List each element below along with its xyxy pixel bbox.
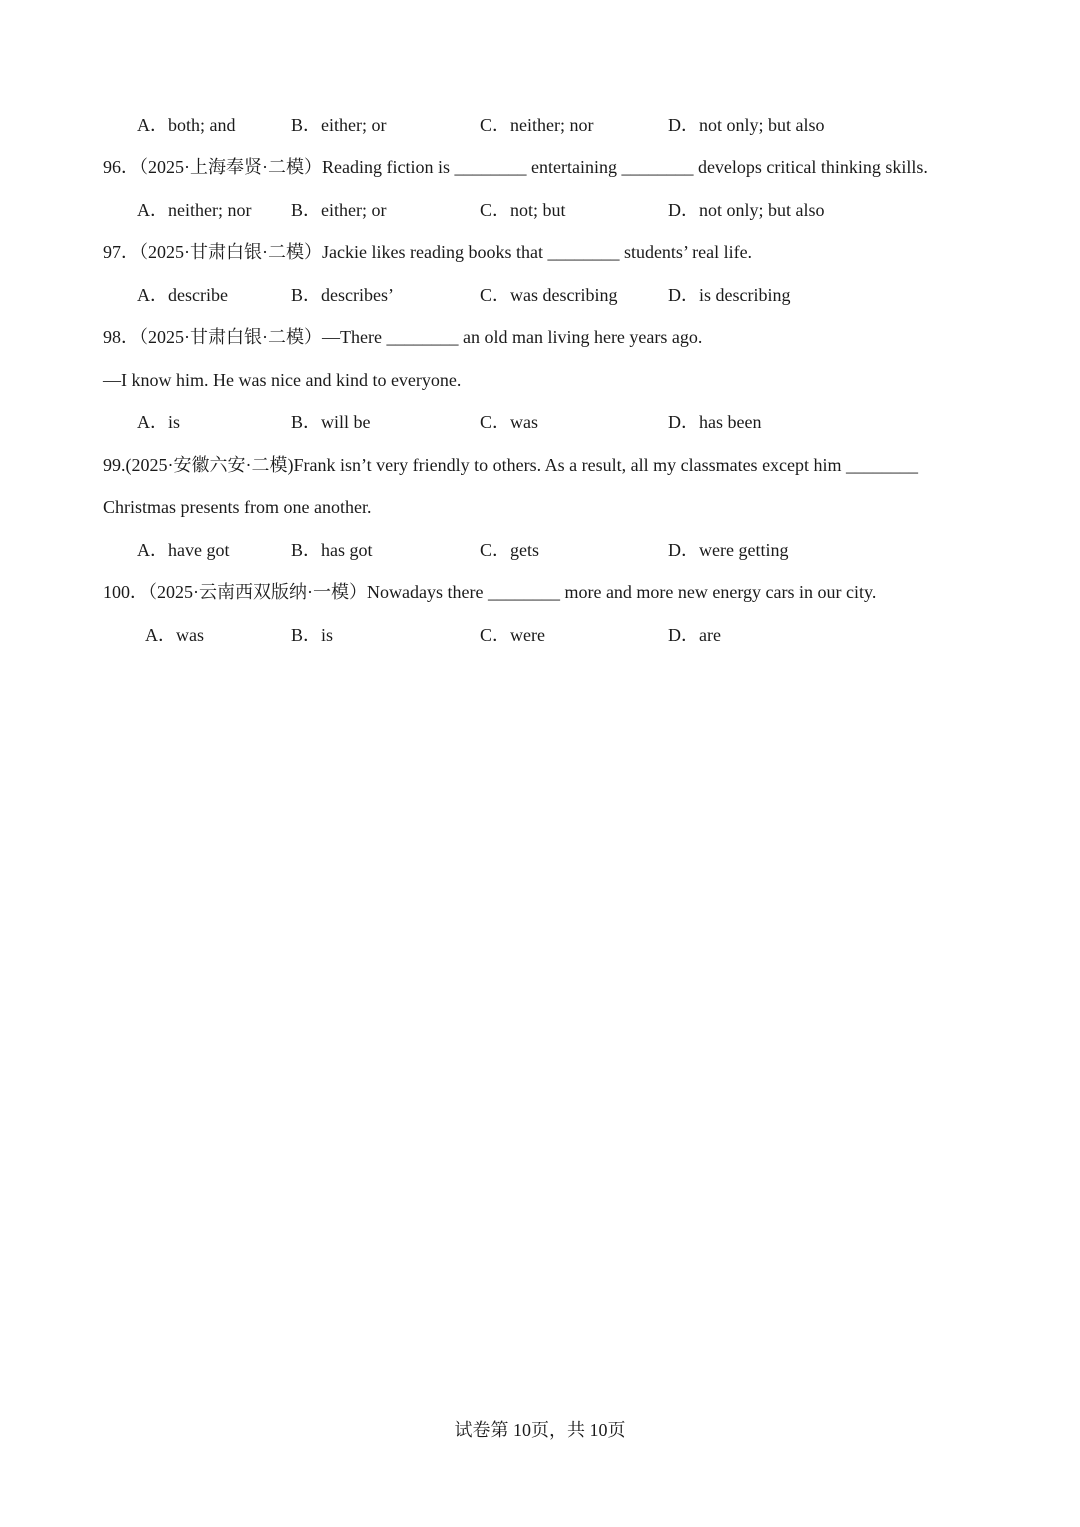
option-c: C．was describing xyxy=(480,285,618,305)
option-c: C．was xyxy=(480,412,538,432)
question-source: （2025·甘肃白银·二模） xyxy=(139,327,322,347)
option-c: C．not; but xyxy=(480,200,566,220)
option-d: D．not only; but also xyxy=(668,200,825,220)
question-source: （2025·甘肃白银·二模） xyxy=(139,242,322,262)
question-number: 98． xyxy=(103,327,139,347)
option-row-96 xyxy=(0,201,1080,223)
question-number: 100． xyxy=(103,582,148,602)
question-number: 96． xyxy=(103,157,139,177)
option-d: D．is describing xyxy=(668,285,791,305)
option-d: D．are xyxy=(668,625,721,645)
option-a: A．was xyxy=(145,625,204,645)
question-text: Frank isn’t very friendly to others. As a result, all my classmates except him ________ xyxy=(293,455,919,475)
option-b: B．will be xyxy=(291,412,371,432)
option-c: C．gets xyxy=(480,540,540,560)
option-d: D．were getting xyxy=(668,540,789,560)
question-99-continuation: Christmas presents from one another. xyxy=(103,497,372,517)
option-b: B．either; or xyxy=(291,200,387,220)
question-number: 97． xyxy=(103,242,139,262)
question-text: Nowadays there ________ more and more new energy cars in our city. xyxy=(367,582,877,602)
option-b: B．describes’ xyxy=(291,285,394,305)
question-98-reply: —I know him. He was nice and kind to everyone. xyxy=(103,370,462,390)
option-a: A．both; and xyxy=(137,115,236,135)
question-96-stem xyxy=(103,158,928,176)
question-number: 99. xyxy=(103,455,126,475)
question-99-stem xyxy=(103,456,918,474)
option-c: C．were xyxy=(480,625,545,645)
question-source: （2025·上海奉贤·二模） xyxy=(139,157,322,177)
question-text: Reading fiction is ________ entertaining ________ develops critical thinking skills. xyxy=(322,157,928,177)
option-row-97 xyxy=(0,286,1080,308)
question-100-stem xyxy=(103,583,876,601)
option-row-99 xyxy=(0,541,1080,563)
option-row-100 xyxy=(0,626,1080,648)
option-a: A．have got xyxy=(137,540,230,560)
option-c: C．neither; nor xyxy=(480,115,594,135)
question-97-stem xyxy=(103,243,752,261)
question-98-stem xyxy=(103,328,702,346)
question-text: —There ________ an old man living here years ago. xyxy=(322,327,703,347)
option-row-95 xyxy=(0,116,1080,138)
question-source: （2025·云南西双版纳·一模） xyxy=(148,582,367,602)
option-b: B．either; or xyxy=(291,115,387,135)
option-d: D．not only; but also xyxy=(668,115,825,135)
option-row-98 xyxy=(0,413,1080,435)
option-a: A．describe xyxy=(137,285,228,305)
option-a: A．is xyxy=(137,412,181,432)
page-footer: 试卷第 10页，共 10页 xyxy=(454,1420,626,1440)
question-source: (2025·安徽六安·二模) xyxy=(125,455,294,475)
option-d: D．has been xyxy=(668,412,762,432)
option-b: B．is xyxy=(291,625,334,645)
option-b: B．has got xyxy=(291,540,373,560)
option-a: A．neither; nor xyxy=(137,200,252,220)
question-text: Jackie likes reading books that ________ students’ real life. xyxy=(322,242,753,262)
